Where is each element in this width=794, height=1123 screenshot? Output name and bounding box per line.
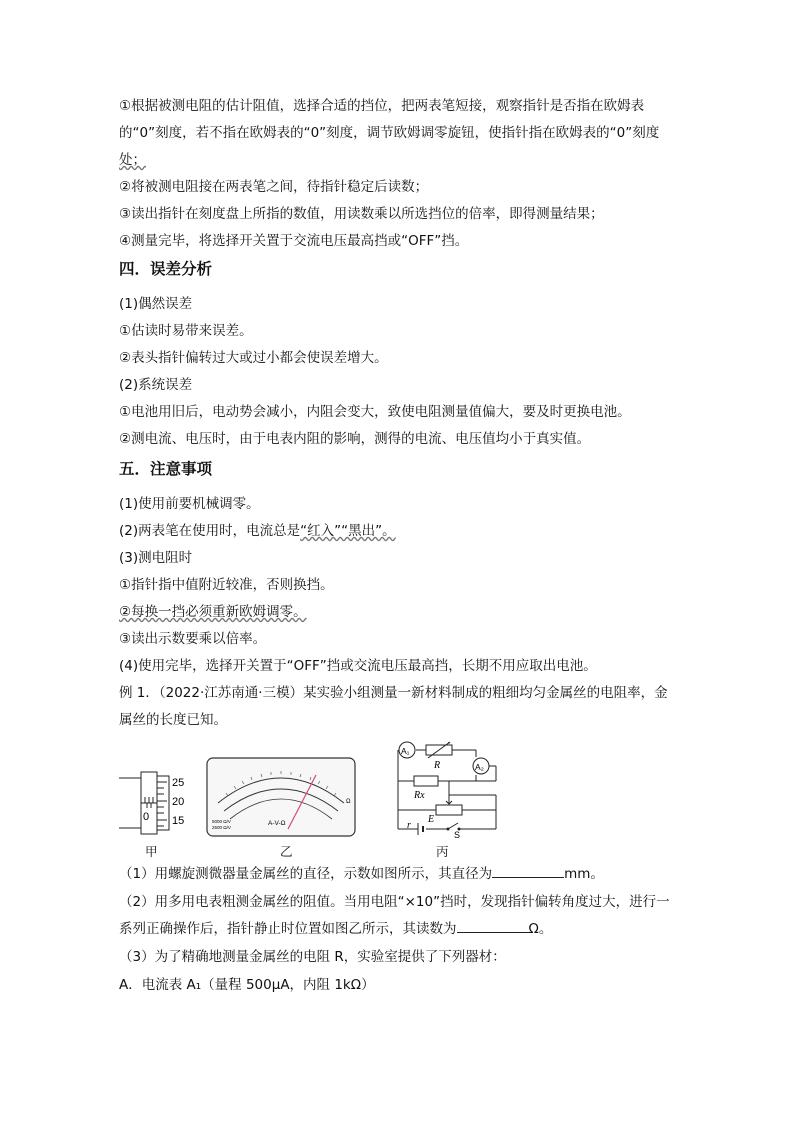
circuit-A2-label: A₂	[475, 762, 484, 772]
question-1-text: （1）用螺旋测微器量金属丝的直径，示数如图所示，其直径为	[119, 866, 493, 882]
section-5-title: 五．注意事项	[119, 460, 213, 478]
circuit-A1-label: A₁	[401, 746, 410, 756]
circuit-S-label: S	[454, 830, 461, 840]
note-3-c: ③读出示数要乘以倍率。	[119, 631, 267, 647]
step-2: ②将被测电阻接在两表笔之间，待指针稳定后读数；	[119, 179, 429, 195]
note-1: (1)使用前要机械调零。	[119, 496, 260, 512]
multimeter-omega: Ω	[346, 799, 351, 805]
note-2	[119, 521, 396, 541]
step-4: ④测量完毕，将选择开关置于交流电压最高挡或“OFF”挡。	[119, 233, 469, 249]
question-2-text: 系列正确操作后，指针静止时位置如图乙所示，其读数为	[119, 921, 457, 937]
multimeter-small-1: 5000 Ω/V	[212, 819, 231, 824]
question-1	[119, 864, 604, 884]
circuit-r-label: r	[407, 820, 411, 831]
note-4: (4)使用完毕，选择开关置于“OFF”挡或交流电压最高挡，长期不用应取出电池。	[119, 658, 597, 674]
multimeter-label: A-V-Ω	[268, 820, 286, 827]
step-1-line-3: 处；	[119, 152, 146, 168]
micrometer-tick-15: 15	[172, 815, 185, 827]
step-1-line-2-text: 的“0”刻度，若不指在欧姆表的“0”刻度，调节欧姆调零旋钮，使指针指在欧姆表的“0”刻度	[119, 125, 660, 141]
circuit-Rx-label: Rx	[414, 790, 425, 801]
question-1-unit: mm。	[564, 866, 604, 882]
question-1-blank[interactable]	[492, 864, 564, 878]
question-2-unit: Ω。	[528, 921, 553, 937]
circuit-R-label: R	[434, 760, 441, 771]
micrometer-tick-20: 20	[172, 796, 185, 808]
micrometer-tick-25: 25	[172, 777, 185, 789]
note-2-emphasis: “红入”“黑出”。	[300, 523, 396, 539]
question-2-line-1: （2）用多用电表粗测金属丝的阻值。当用电阻“×10”挡时，发现指针偏转角度过大，进行一	[119, 894, 670, 910]
multimeter-figure	[206, 757, 356, 837]
option-a: A．电流表 A₁（量程 500μA，内阻 1kΩ）	[119, 977, 375, 993]
circuit-E-label: E	[428, 814, 435, 825]
question-3: （3）为了精确地测量金属丝的电阻 R，实验室提供了下列器材：	[119, 949, 506, 965]
example-intro-2: 属丝的长度已知。	[119, 712, 227, 728]
example-intro-1: 例 1．（2022·江苏南通·三模）某实验小组测量一新材料制成的粗细均匀金属丝的电阻率，金	[119, 685, 668, 701]
section-4-title: 四．误差分析	[119, 260, 213, 278]
question-2-line-2	[119, 919, 552, 939]
error-random-2: ②表头指针偏转过大或过小都会使误差增大。	[119, 350, 388, 366]
figure-yi-caption: 乙	[280, 844, 293, 859]
note-3: (3)测电阻时	[119, 550, 193, 566]
error-systematic-2: ②测电流、电压时，由于电表内阻的影响，测得的电流、电压值均小于真实值。	[119, 431, 591, 447]
step-3: ③读出指针在刻度盘上所指的数值，用读数乘以所选挡位的倍率，即得测量结果；	[119, 206, 604, 222]
note-3-a: ①指针指中值附近较准，否则换挡。	[119, 577, 334, 593]
error-systematic-1: ①电池用旧后，电动势会减小，内阻会变大，致使电阻测量值偏大，要及时更换电池。	[119, 404, 631, 420]
question-2-blank[interactable]	[457, 919, 529, 933]
error-systematic: (2)系统误差	[119, 377, 193, 393]
figure-jia-caption: 甲	[145, 844, 158, 859]
figure-bing-caption: 丙	[436, 844, 449, 859]
note-3-b: ②每换一挡必须重新欧姆调零。	[119, 604, 307, 620]
step-1-line-2	[119, 123, 659, 143]
multimeter-small-2: 2500 Ω/V	[212, 825, 231, 830]
micrometer-figure	[119, 772, 199, 834]
circuit-figure	[392, 740, 502, 840]
error-random-1: ①估读时易带来误差。	[119, 323, 253, 339]
step-1-line-1: ①根据被测电阻的估计阻值，选择合适的挡位，把两表笔短接，观察指针是否指在欧姆表	[119, 98, 645, 114]
error-random: (1)偶然误差	[119, 296, 193, 312]
micrometer-zero: 0	[143, 811, 150, 823]
note-2-text: (2)两表笔在使用时，电流总是	[119, 523, 301, 539]
